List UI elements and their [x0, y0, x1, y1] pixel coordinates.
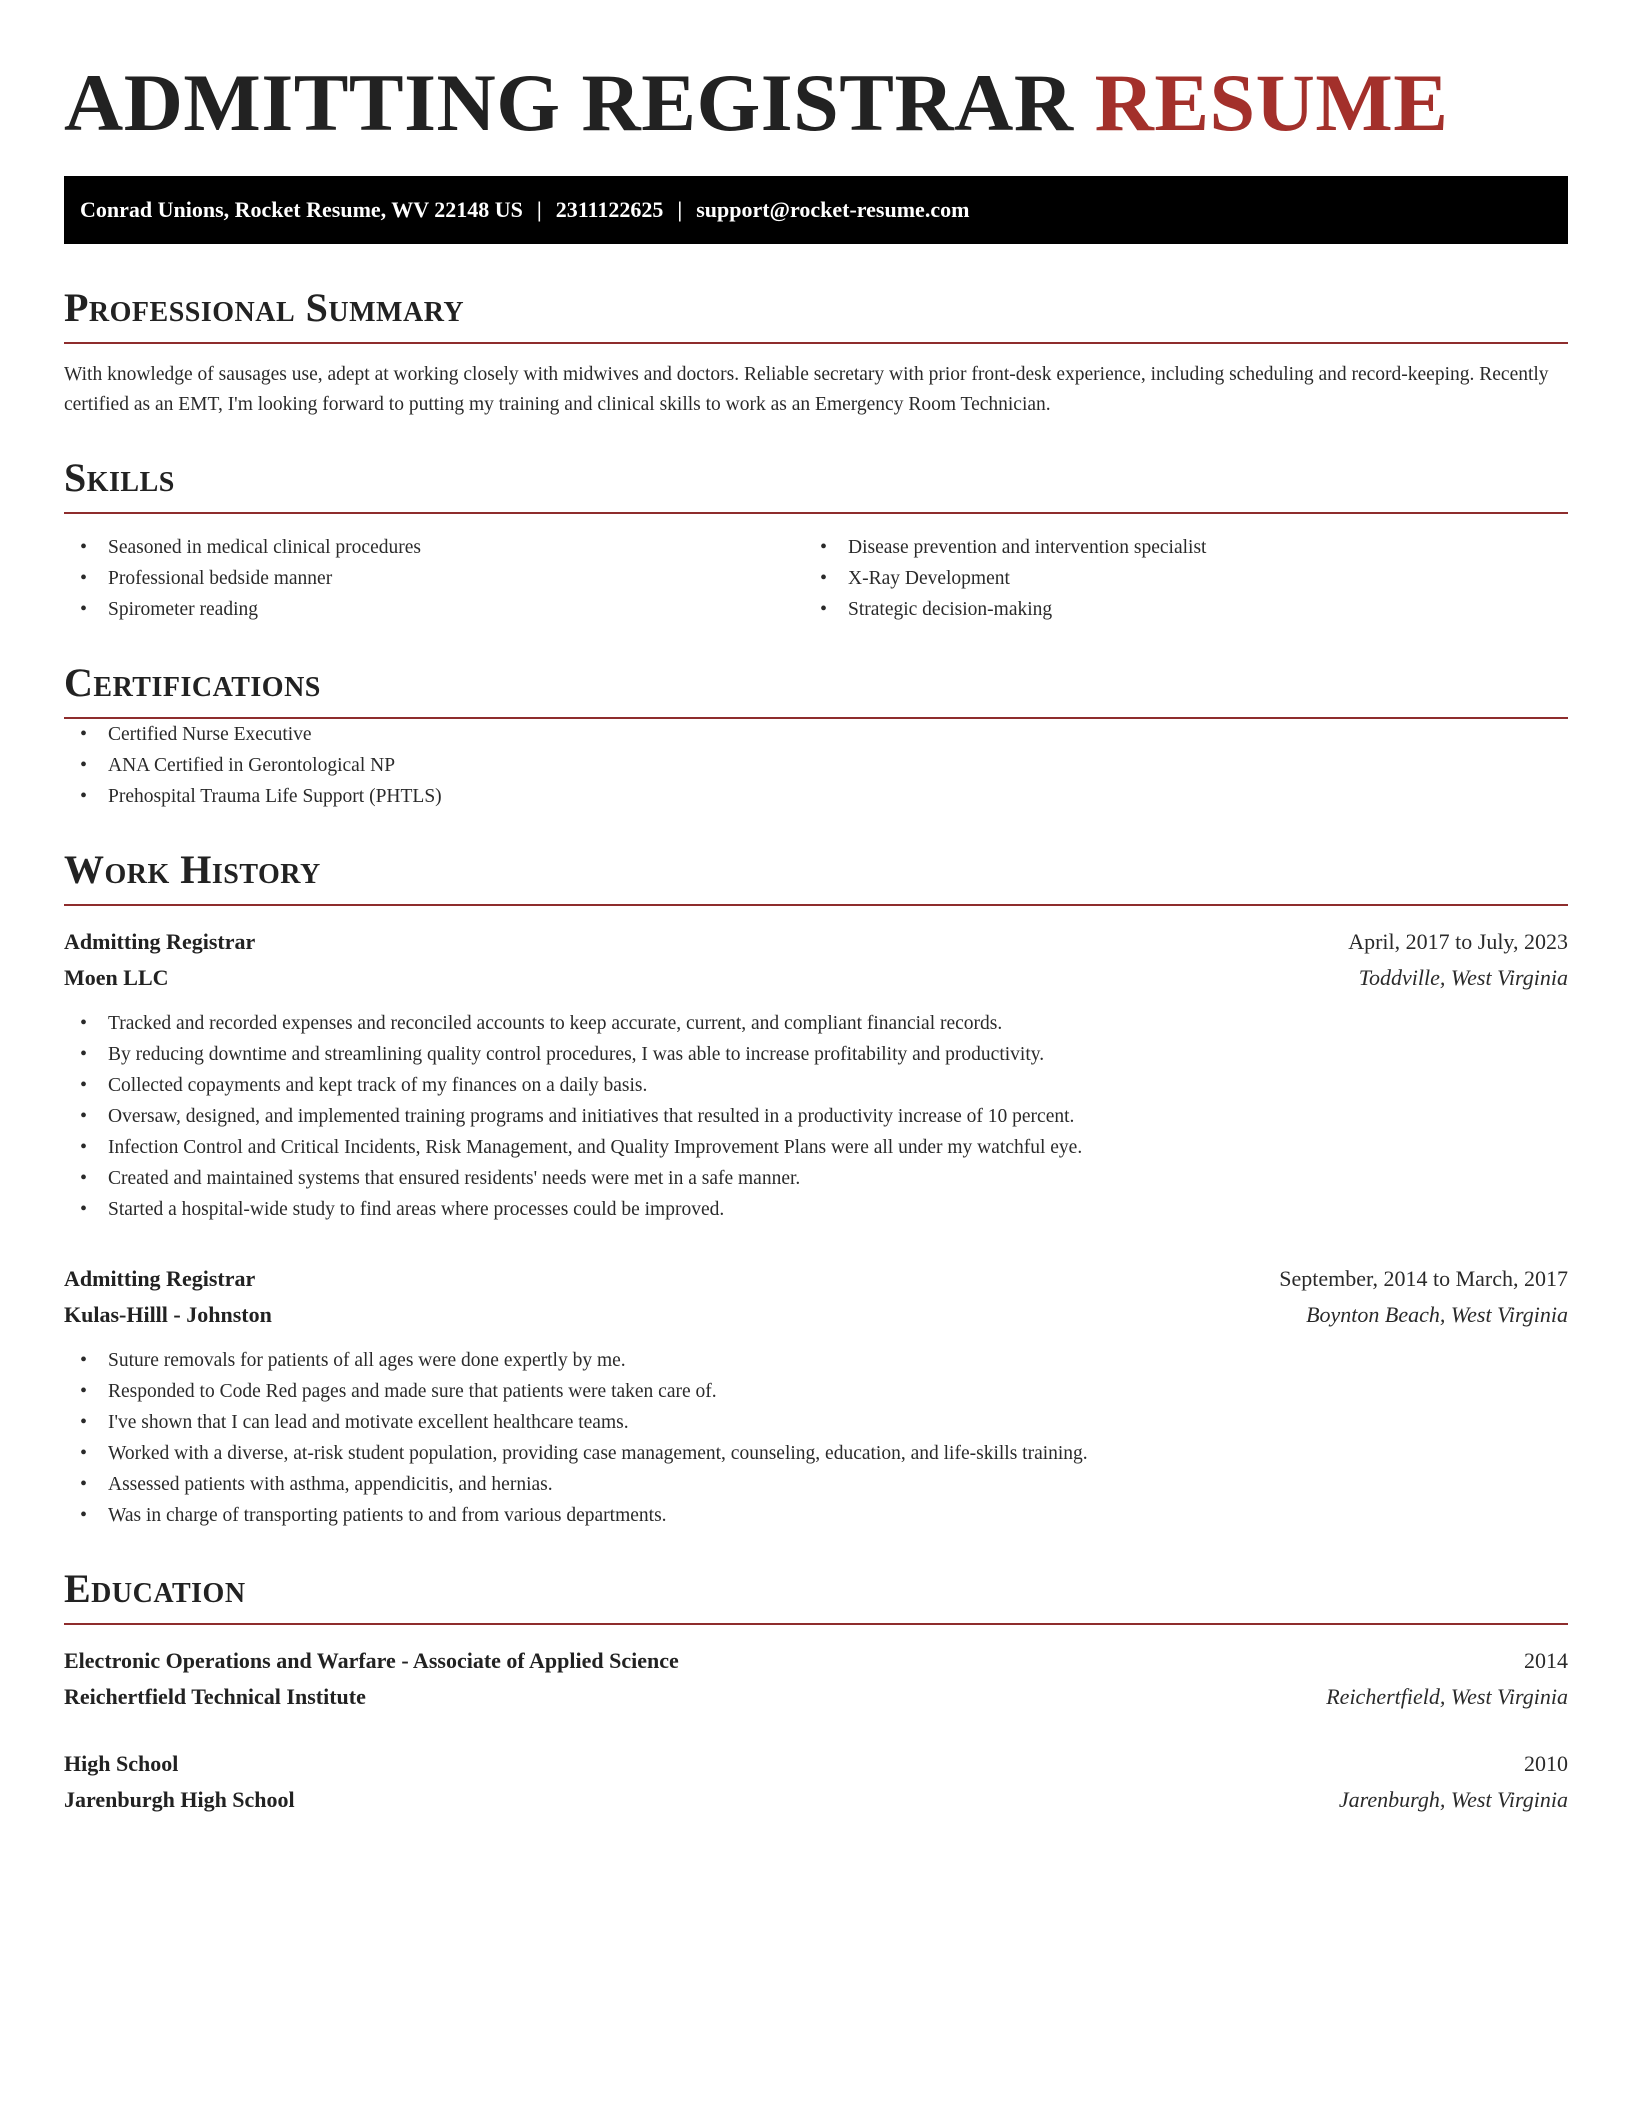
job-company-row	[64, 1297, 1568, 1333]
education-school: Jarenburgh High School	[64, 1787, 295, 1812]
education-school-row	[64, 1679, 1568, 1715]
title-main: ADMITTING REGISTRAR	[64, 57, 1074, 148]
certifications-heading: Certifications	[64, 659, 1568, 719]
skill-item: • X-Ray Development	[804, 563, 1544, 594]
title-accent: RESUME	[1094, 57, 1449, 148]
skills-grid	[64, 532, 1568, 625]
job-bullet: • Created and maintained systems that ensured residents' needs were met in a safe manner.	[64, 1163, 1568, 1194]
summary-heading: Professional Summary	[64, 284, 1568, 344]
job-dates: September, 2014 to March, 2017	[1279, 1266, 1568, 1291]
job-header-row	[64, 924, 1568, 960]
page-title	[64, 58, 1568, 148]
education-school: Reichertfield Technical Institute	[64, 1684, 366, 1709]
job-bullet: • Collected copayments and kept track of my finances on a daily basis.	[64, 1070, 1568, 1101]
contact-address: Conrad Unions, Rocket Resume, WV 22148 US	[80, 197, 523, 222]
job-bullet: • By reducing downtime and streamlining quality control procedures, I was able to increase profitability and productivity.	[64, 1039, 1568, 1070]
work-history-heading: Work History	[64, 846, 1568, 906]
job-bullet: • Tracked and recorded expenses and reconciled accounts to keep accurate, current, and compliant financial records.	[64, 1008, 1568, 1039]
skill-item: • Strategic decision-making	[804, 594, 1544, 625]
contact-bar	[64, 176, 1568, 244]
education-header-row	[64, 1643, 1568, 1679]
job-company: Kulas-Hilll - Johnston	[64, 1302, 272, 1327]
education-year: 2010	[1524, 1751, 1568, 1776]
work-history-section	[64, 846, 1568, 1531]
job-bullet: • Responded to Code Red pages and made sure that patients were taken care of.	[64, 1376, 1568, 1407]
job-bullet: • I've shown that I can lead and motivate excellent healthcare teams.	[64, 1407, 1568, 1438]
education-location: Reichertfield, West Virginia	[1326, 1684, 1568, 1709]
job-entry	[64, 1261, 1568, 1531]
certification-item: • ANA Certified in Gerontological NP	[64, 750, 1568, 781]
job-bullet: • Assessed patients with asthma, appendicitis, and hernias.	[64, 1469, 1568, 1500]
education-heading: Education	[64, 1565, 1568, 1625]
job-bullets	[64, 1345, 1568, 1531]
contact-phone: 2311122625	[555, 197, 664, 222]
summary-text: With knowledge of sausages use, adept at working closely with midwives and doctors. Reliable secretary with prior front-desk experience, including scheduling and record-keeping. Recently certified as an EMT, I'm looking forward to putting my training and clinical skills to work as an Emergency Room Technician.	[64, 364, 1549, 415]
education-header-row	[64, 1746, 1568, 1782]
certification-item: • Prehospital Trauma Life Support (PHTLS)	[64, 781, 1568, 812]
job-bullet: • Worked with a diverse, at-risk student population, providing case management, counseling, education, and life-skills training.	[64, 1438, 1568, 1469]
skill-item: • Seasoned in medical clinical procedures	[64, 532, 804, 563]
skill-item: • Professional bedside manner	[64, 563, 804, 594]
contact-separator: |	[677, 197, 683, 222]
resume-page	[64, 0, 1568, 1818]
certification-item: • Certified Nurse Executive	[64, 719, 1568, 750]
job-title: Admitting Registrar	[64, 1266, 256, 1291]
certifications-list	[64, 719, 1568, 812]
job-bullet: • Started a hospital-wide study to find areas where processes could be improved.	[64, 1194, 1568, 1225]
job-company: Moen LLC	[64, 965, 169, 990]
education-year: 2014	[1524, 1648, 1568, 1673]
certifications-section	[64, 659, 1568, 812]
education-location: Jarenburgh, West Virginia	[1338, 1787, 1568, 1812]
contact-email[interactable]: support@rocket-resume.com	[696, 197, 970, 222]
education-school-row	[64, 1782, 1568, 1818]
job-location: Boynton Beach, West Virginia	[1306, 1302, 1568, 1327]
job-bullet: • Was in charge of transporting patients to and from various departments.	[64, 1500, 1568, 1531]
skills-list-left	[64, 532, 804, 625]
job-dates: April, 2017 to July, 2023	[1348, 929, 1568, 954]
skill-item: • Spirometer reading	[64, 594, 804, 625]
summary-section	[64, 284, 1568, 420]
education-entry	[64, 1746, 1568, 1818]
job-bullet: • Suture removals for patients of all ages were done expertly by me.	[64, 1345, 1568, 1376]
job-bullet: • Oversaw, designed, and implemented training programs and initiatives that resulted in a productivity increase of 10 percent.	[64, 1101, 1568, 1132]
skill-item: • Disease prevention and intervention specialist	[804, 532, 1544, 563]
education-entry	[64, 1643, 1568, 1715]
job-title: Admitting Registrar	[64, 929, 256, 954]
skills-heading: Skills	[64, 454, 1568, 514]
education-section	[64, 1565, 1568, 1818]
skills-section	[64, 454, 1568, 625]
job-header-row	[64, 1261, 1568, 1297]
job-bullet: • Infection Control and Critical Incidents, Risk Management, and Quality Improvement Plans were all under my watchful eye.	[64, 1132, 1568, 1163]
education-degree: High School	[64, 1751, 179, 1776]
contact-separator: |	[536, 197, 542, 222]
education-degree: Electronic Operations and Warfare - Associate of Applied Science	[64, 1648, 679, 1673]
job-entry	[64, 924, 1568, 1225]
job-location: Toddville, West Virginia	[1358, 965, 1568, 990]
job-company-row	[64, 960, 1568, 996]
skills-list-right	[804, 532, 1544, 625]
job-bullets	[64, 1008, 1568, 1225]
